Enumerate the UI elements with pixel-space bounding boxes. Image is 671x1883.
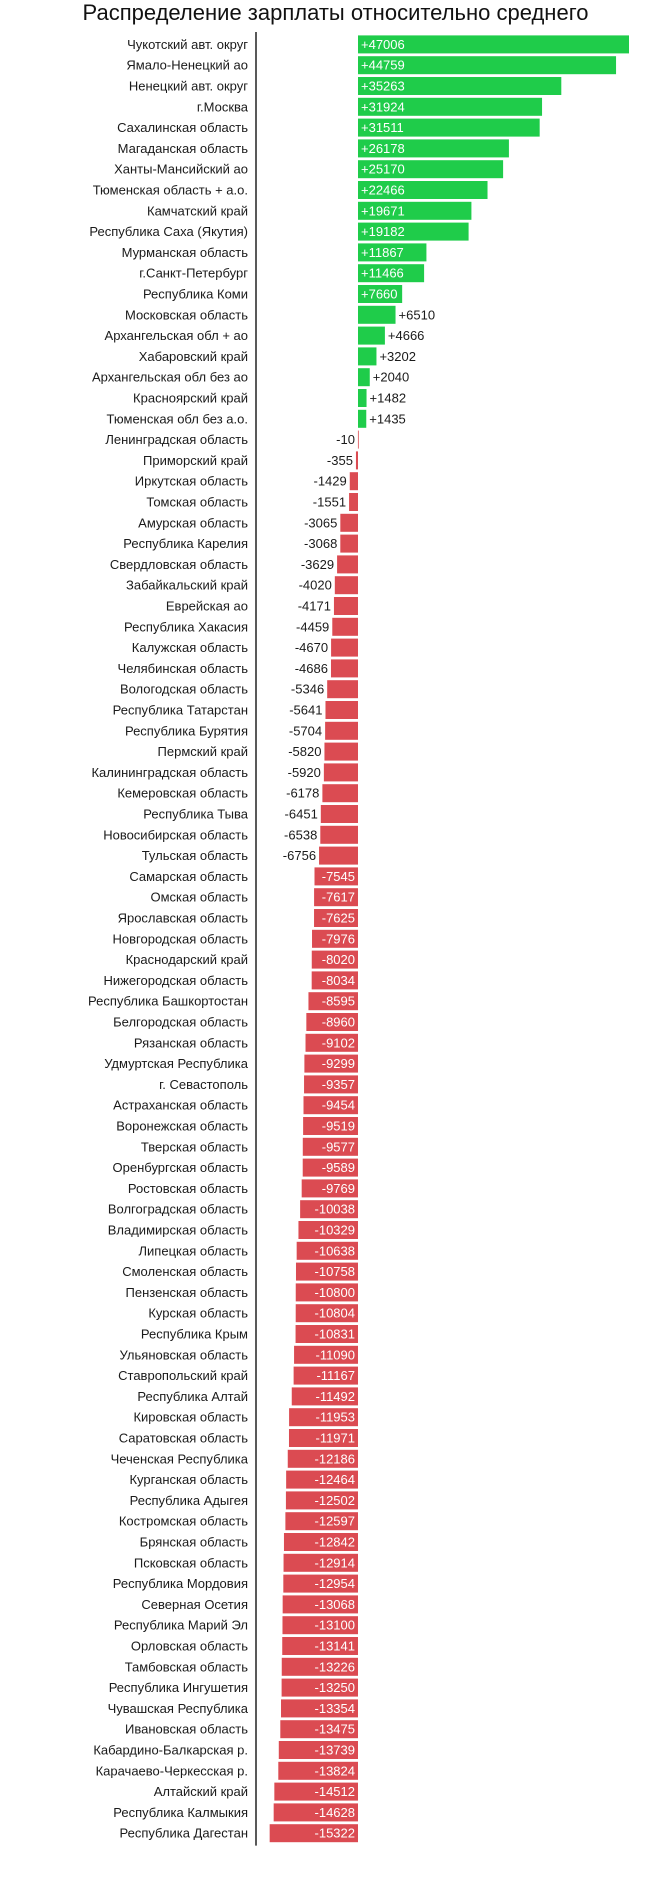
- region-label: Кемеровская область: [117, 785, 248, 801]
- region-label: Амурская область: [138, 515, 248, 531]
- region-label: Ханты-Мансийский ао: [114, 161, 248, 177]
- region-label: Удмуртская Республика: [104, 1056, 248, 1072]
- region-label: Липецкая область: [138, 1243, 248, 1259]
- region-label: Республика Башкортостан: [88, 993, 248, 1009]
- region-label: Ярославская область: [117, 910, 248, 926]
- value-label: -7976: [321, 931, 355, 947]
- value-label: -10800: [314, 1284, 355, 1300]
- value-label: -3065: [304, 515, 338, 531]
- region-label: Ростовская область: [127, 1180, 248, 1196]
- bar: [358, 368, 370, 386]
- region-label: Магаданская область: [117, 140, 248, 156]
- value-label: -12502: [314, 1492, 355, 1508]
- bar: [340, 535, 358, 553]
- value-label: -8020: [321, 952, 355, 968]
- region-label: Ивановская область: [125, 1721, 248, 1737]
- region-label: Чукотский авт. округ: [127, 36, 248, 52]
- value-label: -14628: [314, 1804, 355, 1820]
- region-label: Пензенская область: [125, 1284, 248, 1300]
- value-label: +4666: [387, 328, 425, 344]
- region-label: Ставропольский край: [118, 1368, 248, 1384]
- value-label: -10804: [314, 1305, 355, 1321]
- region-label: Томская область: [146, 494, 248, 510]
- value-label: -3068: [304, 536, 338, 552]
- region-label: Хабаровский край: [138, 348, 248, 364]
- value-label: -4171: [297, 598, 331, 614]
- value-label: +1435: [369, 411, 406, 427]
- value-label: +11867: [361, 244, 404, 260]
- bar: [337, 555, 358, 573]
- value-label: +1482: [369, 390, 407, 406]
- value-label: -9577: [321, 1139, 355, 1155]
- value-label: -13100: [314, 1617, 355, 1633]
- value-label: -8595: [321, 993, 355, 1009]
- value-label: -9299: [321, 1056, 355, 1072]
- region-label: Воронежская область: [116, 1118, 248, 1134]
- value-label: -13250: [314, 1680, 355, 1696]
- region-label: Смоленская область: [122, 1264, 248, 1280]
- value-label: -12954: [314, 1576, 355, 1592]
- bar: [331, 659, 358, 677]
- region-label: Республика Тыва: [143, 806, 248, 822]
- region-label: Краснодарский край: [125, 952, 248, 968]
- value-label: +47006: [361, 36, 405, 52]
- value-label: -4686: [294, 660, 328, 676]
- value-label: +44759: [361, 57, 405, 73]
- value-label: -11971: [315, 1430, 355, 1446]
- region-label: г.Москва: [196, 99, 248, 115]
- region-label: Северная Осетия: [141, 1596, 248, 1612]
- value-label: -355: [326, 452, 353, 468]
- region-label: Республика Калмыкия: [113, 1804, 248, 1820]
- region-label: Новосибирская область: [103, 827, 248, 843]
- value-label: +35263: [361, 78, 405, 94]
- region-label: Республика Мордовия: [112, 1576, 248, 1592]
- region-label: Республика Крым: [140, 1326, 248, 1342]
- bar: [324, 743, 358, 761]
- region-label: Архангельская обл + ао: [104, 328, 248, 344]
- value-label: -9769: [321, 1180, 355, 1196]
- value-label: -14512: [314, 1784, 355, 1800]
- region-label: Республика Бурятия: [124, 723, 248, 739]
- bar: [327, 680, 358, 698]
- region-label: г. Севастополь: [159, 1076, 248, 1092]
- value-label: +11466: [361, 265, 404, 281]
- value-label: -6451: [284, 806, 318, 822]
- value-label: -10638: [314, 1243, 355, 1259]
- value-label: -7625: [321, 910, 355, 926]
- value-label: -10: [336, 432, 355, 448]
- region-label: Костромская область: [118, 1513, 248, 1529]
- region-label: Республика Марий Эл: [113, 1617, 248, 1633]
- region-label: Ненецкий авт. округ: [128, 78, 248, 94]
- region-label: г.Санкт-Петербург: [139, 265, 248, 281]
- value-label: -12186: [314, 1451, 355, 1467]
- value-label: -6538: [284, 827, 318, 843]
- region-label: Ямало-Ненецкий ао: [126, 57, 248, 73]
- value-label: -5346: [290, 681, 325, 697]
- region-label: Карачаево-Черкесская р.: [95, 1763, 248, 1779]
- region-label: Курганская область: [129, 1472, 248, 1488]
- chart-title: Распределение зарплаты относительно среднего: [82, 0, 589, 25]
- region-label: Нижегородская область: [103, 972, 248, 988]
- region-label: Республика Адыгея: [129, 1492, 248, 1508]
- region-label: Чувашская Республика: [107, 1700, 248, 1716]
- bar: [358, 306, 396, 324]
- region-label: Пермский край: [157, 744, 248, 760]
- value-label: -7545: [321, 868, 355, 884]
- region-label: Республика Ингушетия: [108, 1680, 248, 1696]
- value-label: -9357: [321, 1076, 355, 1092]
- region-label: Брянская область: [139, 1534, 248, 1550]
- value-label: -10758: [314, 1264, 355, 1280]
- value-label: -9519: [321, 1118, 355, 1134]
- region-label: Рязанская область: [133, 1035, 248, 1051]
- region-label: Московская область: [124, 307, 248, 323]
- bar: [349, 493, 358, 511]
- region-label: Вологодская область: [119, 681, 248, 697]
- value-label: -1551: [312, 494, 347, 510]
- region-label: Омская область: [150, 889, 248, 905]
- bar: [358, 389, 367, 407]
- region-label: Калининградская область: [91, 764, 248, 780]
- region-label: Сахалинская область: [117, 120, 248, 136]
- value-label: -11167: [316, 1368, 355, 1384]
- region-label: Республика Дагестан: [119, 1825, 248, 1841]
- value-label: +19671: [361, 203, 405, 219]
- bar: [321, 805, 358, 823]
- region-label: Иркутская область: [134, 473, 248, 489]
- region-label: Орловская область: [130, 1638, 248, 1654]
- value-label: -9454: [321, 1097, 355, 1113]
- value-label: -5820: [288, 744, 322, 760]
- value-label: -12914: [314, 1555, 355, 1571]
- value-label: -13226: [314, 1659, 355, 1675]
- region-label: Кабардино-Балкарская р.: [93, 1742, 248, 1758]
- region-label: Красноярский край: [133, 390, 248, 406]
- region-label: Тюменская обл без а.о.: [106, 411, 248, 427]
- value-label: +22466: [361, 182, 405, 198]
- value-label: +2040: [372, 369, 410, 385]
- value-label: -11953: [315, 1409, 355, 1425]
- value-label: -9589: [321, 1160, 355, 1176]
- bar: [340, 514, 358, 532]
- region-label: Республика Коми: [142, 286, 248, 302]
- value-label: -4670: [294, 640, 329, 656]
- value-label: -10831: [314, 1326, 355, 1342]
- bar: [324, 763, 358, 781]
- bar: [350, 472, 358, 490]
- value-label: -7617: [321, 889, 355, 905]
- bar: [358, 431, 359, 449]
- value-label: -3629: [300, 556, 335, 572]
- region-label: Камчатский край: [147, 203, 248, 219]
- bar: [356, 451, 358, 469]
- value-label: -13141: [314, 1638, 355, 1654]
- value-label: -10329: [314, 1222, 355, 1238]
- region-label: Алтайский край: [153, 1784, 248, 1800]
- value-label: -8034: [321, 972, 355, 988]
- region-label: Курская область: [148, 1305, 248, 1321]
- region-label: Белгородская область: [113, 1014, 248, 1030]
- value-label: -11492: [315, 1388, 355, 1404]
- bar: [358, 347, 376, 365]
- value-label: -13068: [314, 1596, 355, 1612]
- value-label: -9102: [321, 1035, 355, 1051]
- value-label: -5920: [287, 764, 321, 780]
- bar: [322, 784, 358, 802]
- value-label: +6510: [398, 307, 436, 323]
- value-label: -13354: [314, 1700, 355, 1716]
- value-label: -5704: [288, 723, 323, 739]
- region-label: Псковская область: [133, 1555, 248, 1571]
- region-label: Забайкальский край: [125, 577, 248, 593]
- value-label: -6756: [282, 848, 317, 864]
- region-label: Оренбургская область: [112, 1160, 248, 1176]
- region-labels: [88, 37, 249, 1841]
- value-label: -10038: [314, 1201, 355, 1217]
- region-label: Мурманская область: [121, 244, 248, 260]
- value-label: -6178: [286, 785, 320, 801]
- value-label: -12842: [314, 1534, 355, 1550]
- region-label: Волгоградская область: [107, 1201, 248, 1217]
- region-label: Тверская область: [140, 1139, 248, 1155]
- region-label: Республика Татарстан: [112, 702, 248, 718]
- region-label: Ульяновская область: [119, 1347, 248, 1363]
- bar: [335, 576, 358, 594]
- value-label: -13475: [314, 1721, 355, 1737]
- value-label: +31924: [361, 99, 405, 115]
- value-label: +19182: [361, 224, 405, 240]
- value-label: -4020: [298, 577, 332, 593]
- region-label: Владимирская область: [107, 1222, 248, 1238]
- region-label: Новгородская область: [112, 931, 248, 947]
- value-label: +25170: [361, 161, 405, 177]
- value-label: -5641: [289, 702, 323, 718]
- region-label: Тульская область: [141, 848, 248, 864]
- value-label: +7660: [361, 286, 398, 302]
- bar: [358, 327, 385, 345]
- bar: [334, 597, 358, 615]
- bar: [331, 639, 358, 657]
- value-label: -13739: [314, 1742, 355, 1758]
- value-label: -12597: [314, 1513, 355, 1529]
- region-label: Приморский край: [143, 452, 248, 468]
- region-label: Астраханская область: [113, 1097, 248, 1113]
- region-label: Тамбовская область: [124, 1659, 248, 1675]
- value-label: +31511: [361, 120, 404, 136]
- value-label: -13824: [314, 1763, 355, 1779]
- region-label: Тюменская область + а.о.: [92, 182, 248, 198]
- bar: [325, 722, 358, 740]
- value-label: -15322: [314, 1825, 355, 1841]
- region-label: Челябинская область: [117, 660, 248, 676]
- bar: [319, 847, 358, 865]
- region-label: Саратовская область: [118, 1430, 248, 1446]
- value-label: -12464: [314, 1472, 355, 1488]
- bar: [332, 618, 358, 636]
- bar: [358, 410, 366, 428]
- bar: [320, 826, 358, 844]
- region-label: Архангельская обл без ао: [91, 369, 248, 385]
- region-label: Кировская область: [133, 1409, 248, 1425]
- region-label: Республика Карелия: [123, 536, 248, 552]
- value-label: -4459: [296, 619, 330, 635]
- region-label: Свердловская область: [109, 556, 248, 572]
- bar: [325, 701, 358, 719]
- region-label: Самарская область: [129, 868, 248, 884]
- value-label: +3202: [379, 348, 416, 364]
- value-label: +26178: [361, 140, 405, 156]
- value-label: -1429: [313, 473, 347, 489]
- region-label: Республика Хакасия: [124, 619, 248, 635]
- region-label: Еврейская ао: [165, 598, 248, 614]
- region-label: Чеченская Республика: [110, 1451, 248, 1467]
- value-label: -11090: [315, 1347, 355, 1363]
- region-label: Республика Саха (Якутия): [89, 224, 248, 240]
- region-label: Калужская область: [131, 640, 248, 656]
- region-label: Республика Алтай: [137, 1388, 248, 1404]
- value-label: -8960: [321, 1014, 355, 1030]
- region-label: Ленинградская область: [105, 432, 248, 448]
